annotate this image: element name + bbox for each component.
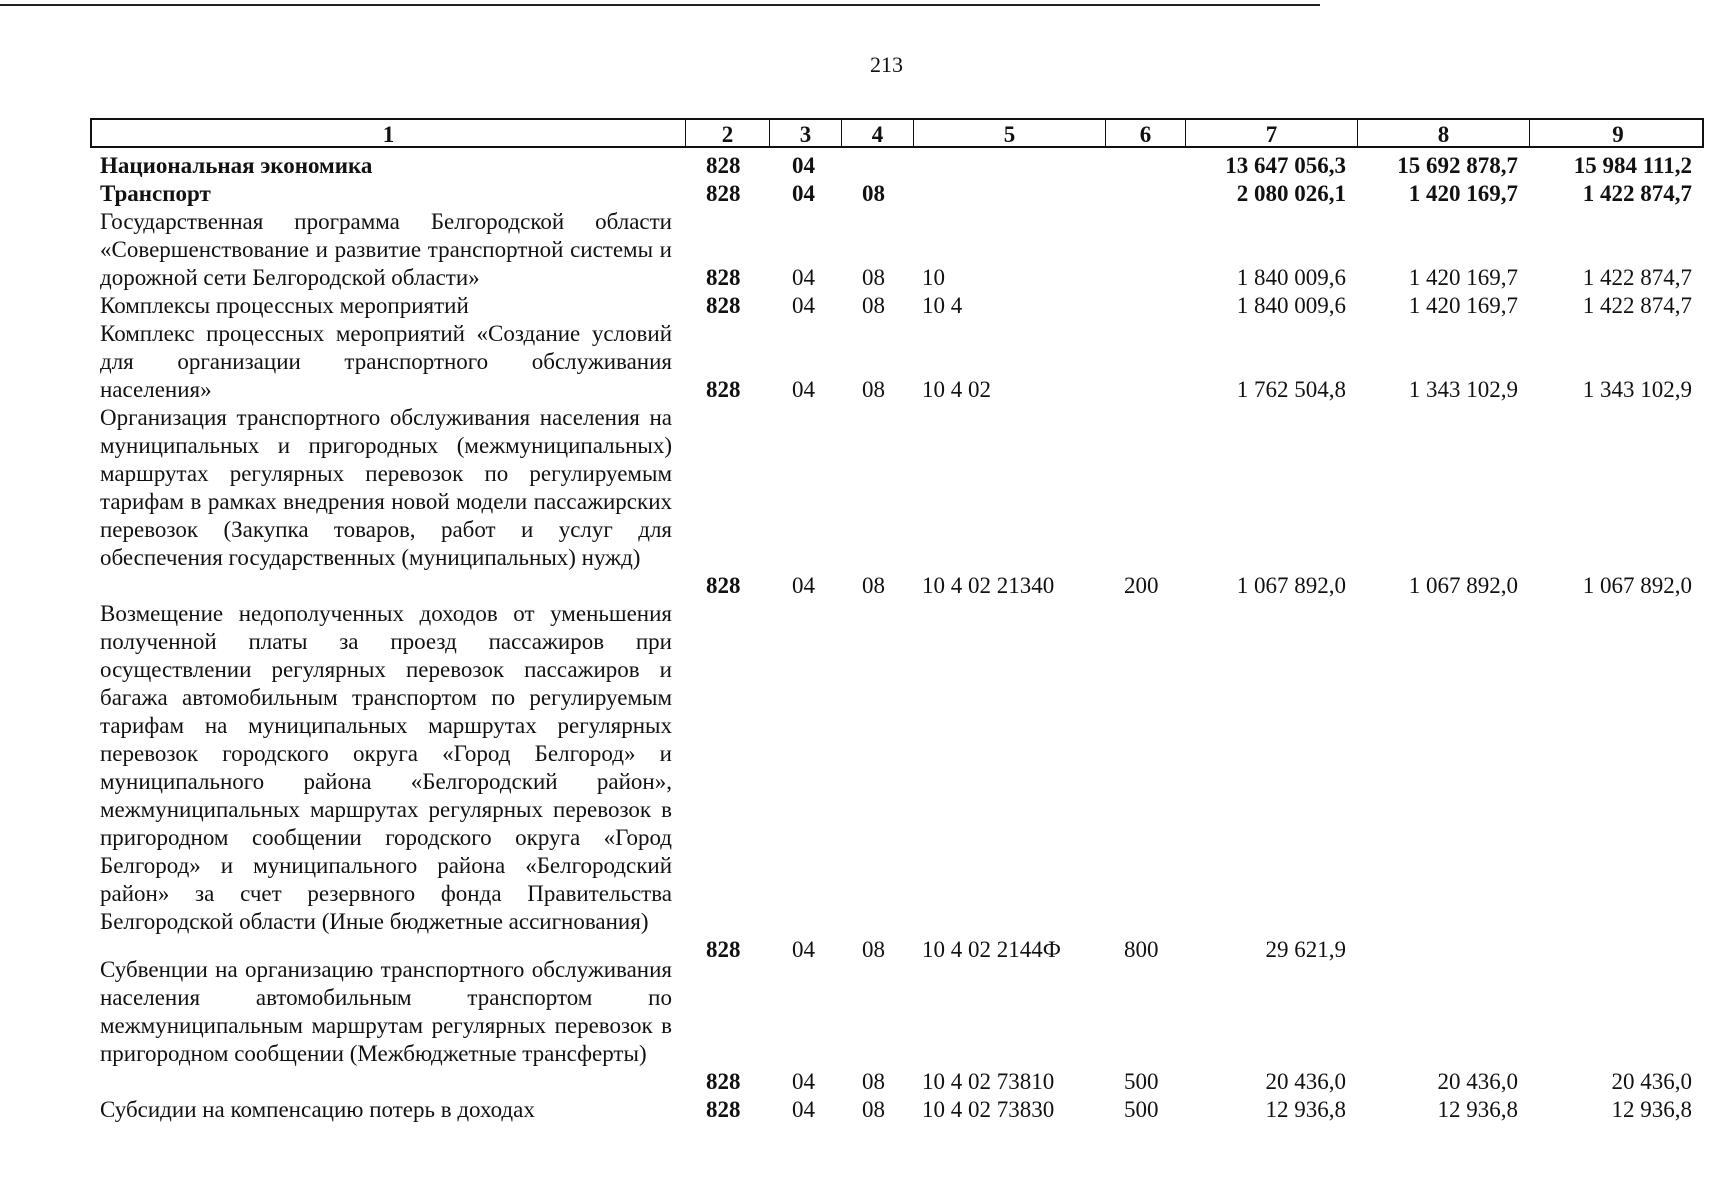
cell-col-3: 04 [792, 265, 815, 290]
cell-col-7: 1 840 009,6 [1236, 265, 1346, 290]
cell-col-9: 1 343 102,9 [1582, 377, 1692, 402]
row-name: Возмещение недополученных доходов от уменьшения полученной платы за проезд пассажиров при осуществлении регулярных перевозок пассажиров и багажа автомобильным транспортом по регулируемым тарифам на муниципальных маршрутах регулярных перевозок городского округа «Город Белгород» и муниципального района «Белгородский район», межмуниципальных маршрутах регулярных перевозок в пригородном сообщении городского округа «Город Белгород» и муниципального района «Белгородский район» за счет резервного фонда Правительства Белгородской области (Иные бюджетные ассигнования) [100, 601, 672, 934]
cell-col-6: 800 [1124, 937, 1159, 962]
cell-col-9: 15 984 111,2 [1573, 153, 1692, 178]
cell-col-5: 10 4 02 73810 [922, 1069, 1055, 1094]
cell-col-2: 828 [706, 937, 741, 962]
cell-col-2: 828 [706, 293, 741, 318]
cell-col-2: 828 [706, 1069, 741, 1094]
cell-col-4: 08 [862, 937, 885, 962]
cell-col-9: 1 422 874,7 [1582, 181, 1692, 206]
cell-col-4: 08 [862, 1097, 885, 1122]
row-name: Национальная экономика [100, 153, 373, 178]
cell-col-3: 04 [792, 573, 815, 598]
header-col-8: 8 [1358, 120, 1530, 146]
header-col-1: 1 [92, 120, 686, 146]
page-number: 213 [870, 52, 903, 77]
cell-col-5: 10 4 02 2144Ф [922, 937, 1061, 962]
header-col-9: 9 [1612, 122, 1624, 147]
cell-col-8: 1 067 892,0 [1408, 573, 1518, 598]
header-col-7: 7 [1186, 120, 1358, 146]
cell-col-5: 10 4 02 [922, 377, 991, 402]
cell-col-3: 04 [792, 377, 815, 402]
cell-col-9: 12 936,8 [1611, 1097, 1692, 1122]
cell-col-4: 08 [862, 377, 885, 402]
cell-col-8: 1 420 169,7 [1408, 265, 1518, 290]
cell-col-8: 1 343 102,9 [1408, 377, 1518, 402]
cell-col-7: 12 936,8 [1265, 1097, 1346, 1122]
cell-col-6: 500 [1124, 1069, 1159, 1094]
cell-col-3: 04 [792, 1097, 815, 1122]
cell-col-8: 15 692 878,7 [1397, 153, 1518, 178]
cell-col-2: 828 [706, 153, 741, 178]
row-name: Государственная программа Белгородской области «Совершенствование и развитие транспортной системы и дорожной сети Белгородской области» [100, 209, 672, 290]
cell-col-8: 12 936,8 [1437, 1097, 1518, 1122]
header-col-2: 2 [686, 120, 770, 146]
cell-col-3: 04 [792, 937, 815, 962]
header-col-6: 6 [1106, 120, 1186, 146]
row-name: Организация транспортного обслуживания населения на муниципальных и пригородных (межмуниципальных) маршрутах регулярных перевозок по регулируемым тарифам в рамках внедрения новой модели пассажирских перевозок (Закупка товаров, работ и услуг для обеспечения государственных (муниципальных) нужд) [100, 405, 672, 570]
header-col-5: 5 [914, 120, 1106, 146]
cell-col-5: 10 4 02 73830 [922, 1097, 1055, 1122]
cell-col-7: 1 762 504,8 [1236, 377, 1346, 402]
cell-col-5: 10 [922, 265, 945, 290]
top-rule [0, 4, 1320, 6]
cell-col-9: 1 422 874,7 [1582, 265, 1692, 290]
cell-col-6: 500 [1124, 1097, 1159, 1122]
cell-col-4: 08 [862, 1069, 885, 1094]
row-name: Субвенции на организацию транспортного обслуживания населения автомобильным транспортом по межмуниципальным маршрутам регулярных перевозок в пригородном сообщении (Межбюджетные трансферты) [100, 957, 672, 1066]
cell-col-5: 10 4 02 21340 [922, 573, 1055, 598]
cell-col-4: 08 [862, 573, 885, 598]
table-header [90, 118, 1704, 148]
cell-col-6: 200 [1124, 573, 1159, 598]
cell-col-9: 20 436,0 [1611, 1069, 1692, 1094]
row-name: Субсидии на компенсацию потерь в доходах [100, 1097, 535, 1122]
cell-col-4: 08 [862, 293, 885, 318]
row-name: Транспорт [100, 181, 211, 206]
cell-col-2: 828 [706, 573, 741, 598]
cell-col-3: 04 [792, 1069, 815, 1094]
cell-col-3: 04 [792, 293, 815, 318]
cell-col-9: 1 067 892,0 [1582, 573, 1692, 598]
cell-col-9: 1 422 874,7 [1582, 293, 1692, 318]
cell-col-7: 2 080 026,1 [1236, 181, 1346, 206]
cell-col-2: 828 [706, 265, 741, 290]
cell-col-5: 10 4 [922, 293, 963, 318]
cell-col-2: 828 [706, 181, 741, 206]
cell-col-2: 828 [706, 377, 741, 402]
cell-col-8: 1 420 169,7 [1408, 181, 1518, 206]
cell-col-4: 08 [862, 181, 885, 206]
row-name: Комплексы процессных мероприятий [100, 293, 469, 318]
cell-col-3: 04 [792, 181, 815, 206]
cell-col-4: 08 [862, 265, 885, 290]
header-col-3: 3 [770, 120, 842, 146]
cell-col-3: 04 [792, 153, 815, 178]
cell-col-7: 1 840 009,6 [1236, 293, 1346, 318]
row-name: Комплекс процессных мероприятий «Создание условий для организации транспортного обслуживания населения» [100, 321, 672, 402]
cell-col-7: 20 436,0 [1265, 1069, 1346, 1094]
cell-col-8: 20 436,0 [1437, 1069, 1518, 1094]
cell-col-2: 828 [706, 1097, 741, 1122]
cell-col-7: 1 067 892,0 [1236, 573, 1346, 598]
cell-col-7: 29 621,9 [1265, 937, 1346, 962]
cell-col-7: 13 647 056,3 [1225, 153, 1346, 178]
header-col-4: 4 [842, 120, 914, 146]
cell-col-8: 1 420 169,7 [1408, 293, 1518, 318]
